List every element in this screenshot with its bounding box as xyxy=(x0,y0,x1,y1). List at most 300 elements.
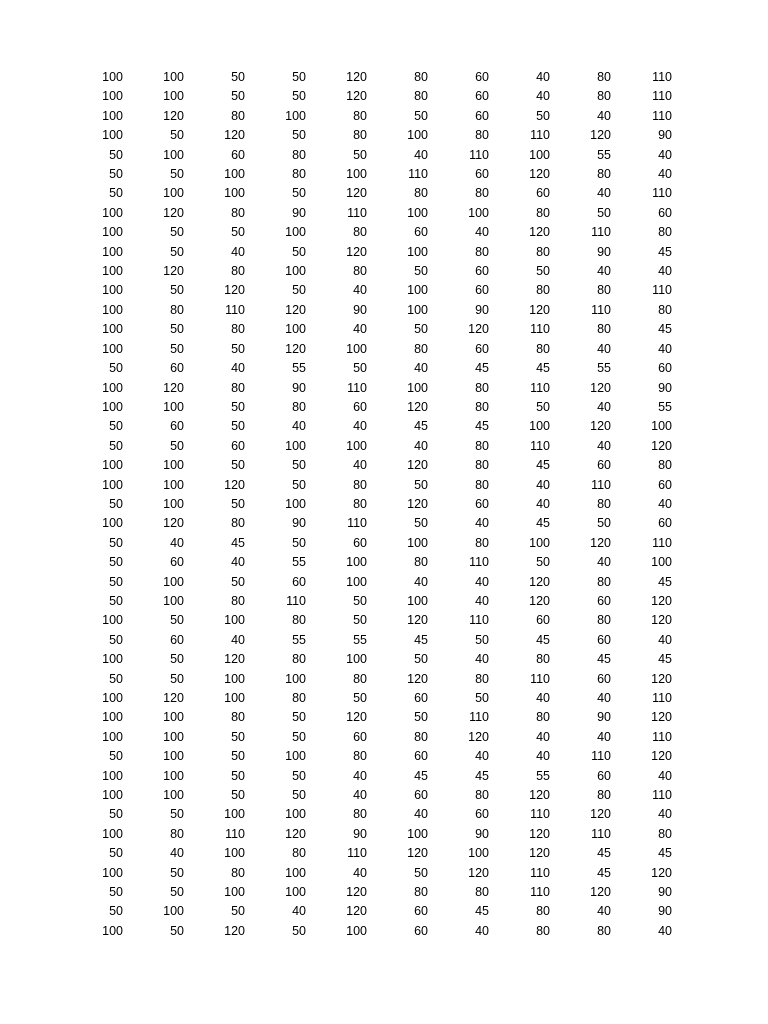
table-cell: 50 xyxy=(536,108,550,123)
table-cell: 40 xyxy=(536,89,550,104)
table-cell: 40 xyxy=(231,361,245,376)
table-row xyxy=(62,728,672,747)
table-cell: 50 xyxy=(231,225,245,240)
table-row xyxy=(62,68,672,87)
table-cell: 50 xyxy=(170,225,184,240)
table-cell: 100 xyxy=(529,419,550,434)
table-cell: 40 xyxy=(658,496,672,511)
table-cell: 40 xyxy=(597,341,611,356)
table-cell: 60 xyxy=(231,438,245,453)
table-cell: 100 xyxy=(102,710,123,725)
table-cell: 80 xyxy=(353,496,367,511)
table-cell: 50 xyxy=(292,70,306,84)
table-cell: 80 xyxy=(475,788,489,803)
table-cell: 80 xyxy=(292,652,306,667)
table-cell: 80 xyxy=(597,70,611,84)
table-cell: 60 xyxy=(475,807,489,822)
table-row xyxy=(62,320,672,339)
table-row xyxy=(62,592,672,611)
table-cell: 110 xyxy=(469,555,489,570)
table-cell: 120 xyxy=(590,380,611,395)
table-row xyxy=(62,87,672,106)
table-cell: 120 xyxy=(346,186,367,201)
table-cell: 100 xyxy=(224,167,245,182)
table-cell: 80 xyxy=(414,885,428,900)
table-row xyxy=(62,902,672,921)
table-cell: 50 xyxy=(231,729,245,744)
table-cell: 110 xyxy=(652,89,672,104)
table-cell: 50 xyxy=(170,885,184,900)
table-cell: 100 xyxy=(102,89,123,104)
table-cell: 110 xyxy=(469,147,489,162)
table-cell: 60 xyxy=(353,729,367,744)
table-cell: 50 xyxy=(597,516,611,531)
table-cell: 40 xyxy=(475,574,489,589)
table-cell: 60 xyxy=(597,671,611,686)
table-cell: 120 xyxy=(651,593,672,608)
table-cell: 110 xyxy=(652,788,672,803)
table-cell: 110 xyxy=(591,749,611,764)
table-cell: 100 xyxy=(102,283,123,298)
table-cell: 80 xyxy=(353,807,367,822)
table-row xyxy=(62,359,672,378)
table-cell: 80 xyxy=(231,264,245,279)
table-row xyxy=(62,398,672,417)
table-cell: 50 xyxy=(109,671,123,686)
table-cell: 100 xyxy=(346,341,367,356)
table-cell: 50 xyxy=(109,574,123,589)
table-cell: 100 xyxy=(102,108,123,123)
table-cell: 80 xyxy=(475,671,489,686)
table-cell: 50 xyxy=(597,205,611,220)
table-cell: 50 xyxy=(231,574,245,589)
table-cell: 100 xyxy=(163,749,184,764)
table-cell: 120 xyxy=(285,826,306,841)
table-cell: 120 xyxy=(407,846,428,861)
table-cell: 100 xyxy=(407,128,428,143)
table-row xyxy=(62,805,672,824)
table-cell: 40 xyxy=(353,768,367,783)
table-cell: 100 xyxy=(224,613,245,628)
table-cell: 100 xyxy=(102,322,123,337)
table-cell: 55 xyxy=(536,768,550,783)
table-cell: 120 xyxy=(407,458,428,473)
table-cell: 40 xyxy=(475,749,489,764)
table-cell: 80 xyxy=(353,749,367,764)
table-cell: 50 xyxy=(414,477,428,492)
table-row xyxy=(62,146,672,165)
table-cell: 100 xyxy=(407,283,428,298)
table-cell: 50 xyxy=(414,516,428,531)
table-cell: 90 xyxy=(353,826,367,841)
table-cell: 40 xyxy=(536,691,550,705)
table-cell: 60 xyxy=(170,555,184,570)
table-cell: 50 xyxy=(231,458,245,473)
table-cell: 55 xyxy=(597,147,611,162)
table-cell: 60 xyxy=(414,788,428,803)
table-cell: 120 xyxy=(163,516,184,531)
table-row xyxy=(62,184,672,203)
table-cell: 60 xyxy=(475,341,489,356)
table-cell: 120 xyxy=(163,205,184,220)
table-cell: 50 xyxy=(353,361,367,376)
table-cell: 60 xyxy=(414,225,428,240)
table-cell: 120 xyxy=(285,341,306,356)
table-cell: 120 xyxy=(468,322,489,337)
table-cell: 50 xyxy=(292,729,306,744)
table-row xyxy=(62,476,672,495)
table-cell: 45 xyxy=(414,419,428,434)
table-cell: 60 xyxy=(353,535,367,550)
table-row xyxy=(62,204,672,223)
table-cell: 40 xyxy=(536,496,550,511)
table-cell: 80 xyxy=(597,574,611,589)
table-row xyxy=(62,379,672,398)
table-cell: 110 xyxy=(530,322,550,337)
table-cell: 100 xyxy=(468,205,489,220)
table-cell: 50 xyxy=(109,419,123,434)
table-cell: 50 xyxy=(109,167,123,182)
table-cell: 80 xyxy=(414,89,428,104)
table-cell: 110 xyxy=(347,205,367,220)
table-cell: 120 xyxy=(590,535,611,550)
table-cell: 100 xyxy=(102,729,123,744)
table-cell: 80 xyxy=(475,477,489,492)
table-cell: 40 xyxy=(231,244,245,259)
table-cell: 80 xyxy=(597,923,611,938)
table-cell: 45 xyxy=(475,419,489,434)
table-cell: 50 xyxy=(536,399,550,414)
table-cell: 60 xyxy=(475,70,489,84)
table-cell: 45 xyxy=(658,322,672,337)
table-cell: 40 xyxy=(597,691,611,705)
table-row xyxy=(62,262,672,281)
table-cell: 80 xyxy=(231,516,245,531)
table-cell: 50 xyxy=(109,807,123,822)
table-cell: 40 xyxy=(658,923,672,938)
table-cell: 100 xyxy=(285,438,306,453)
table-cell: 110 xyxy=(469,613,489,628)
table-cell: 120 xyxy=(407,613,428,628)
table-cell: 60 xyxy=(414,691,428,705)
table-cell: 120 xyxy=(590,419,611,434)
table-cell: 40 xyxy=(536,70,550,84)
table-cell: 110 xyxy=(530,671,550,686)
table-cell: 50 xyxy=(353,613,367,628)
table-cell: 40 xyxy=(597,555,611,570)
table-cell: 50 xyxy=(109,438,123,453)
table-cell: 100 xyxy=(102,613,123,628)
table-cell: 60 xyxy=(597,593,611,608)
table-cell: 50 xyxy=(170,865,184,880)
table-cell: 45 xyxy=(414,768,428,783)
table-cell: 110 xyxy=(652,691,672,705)
table-row xyxy=(62,650,672,669)
number-table xyxy=(62,68,672,941)
table-cell: 80 xyxy=(414,729,428,744)
table-cell: 100 xyxy=(163,904,184,919)
table-cell: 50 xyxy=(292,128,306,143)
table-cell: 60 xyxy=(475,283,489,298)
table-cell: 40 xyxy=(597,904,611,919)
table-cell: 60 xyxy=(475,89,489,104)
table-cell: 50 xyxy=(353,593,367,608)
table-cell: 50 xyxy=(109,535,123,550)
table-cell: 100 xyxy=(651,555,672,570)
table-cell: 100 xyxy=(102,923,123,938)
table-cell: 60 xyxy=(414,923,428,938)
table-cell: 110 xyxy=(652,70,672,84)
table-row xyxy=(62,243,672,262)
table-cell: 120 xyxy=(224,128,245,143)
table-row xyxy=(62,786,672,805)
table-cell: 120 xyxy=(224,923,245,938)
table-row xyxy=(62,223,672,242)
table-cell: 45 xyxy=(658,574,672,589)
table-cell: 120 xyxy=(590,807,611,822)
table-row xyxy=(62,631,672,650)
table-cell: 50 xyxy=(109,593,123,608)
table-cell: 45 xyxy=(597,865,611,880)
table-cell: 80 xyxy=(658,458,672,473)
table-cell: 80 xyxy=(353,264,367,279)
table-cell: 40 xyxy=(658,167,672,182)
table-cell: 45 xyxy=(536,516,550,531)
table-cell: 80 xyxy=(597,167,611,182)
table-cell: 50 xyxy=(231,749,245,764)
table-cell: 40 xyxy=(414,574,428,589)
table-cell: 50 xyxy=(170,671,184,686)
table-cell: 50 xyxy=(475,691,489,705)
table-cell: 50 xyxy=(231,768,245,783)
table-cell: 50 xyxy=(170,613,184,628)
table-cell: 90 xyxy=(353,302,367,317)
table-cell: 120 xyxy=(529,225,550,240)
table-cell: 100 xyxy=(346,652,367,667)
table-cell: 100 xyxy=(163,147,184,162)
table-cell: 100 xyxy=(224,846,245,861)
table-cell: 80 xyxy=(170,826,184,841)
table-row xyxy=(62,670,672,689)
table-cell: 40 xyxy=(658,147,672,162)
table-row xyxy=(62,767,672,786)
table-cell: 80 xyxy=(475,885,489,900)
table-cell: 40 xyxy=(658,632,672,647)
table-cell: 120 xyxy=(651,438,672,453)
table-cell: 50 xyxy=(414,264,428,279)
table-cell: 60 xyxy=(658,477,672,492)
table-cell: 50 xyxy=(231,904,245,919)
table-cell: 120 xyxy=(224,477,245,492)
table-cell: 120 xyxy=(346,244,367,259)
table-cell: 60 xyxy=(170,632,184,647)
table-cell: 100 xyxy=(346,574,367,589)
table-cell: 110 xyxy=(347,516,367,531)
table-cell: 120 xyxy=(529,788,550,803)
table-cell: 40 xyxy=(414,361,428,376)
table-cell: 40 xyxy=(597,399,611,414)
table-cell: 80 xyxy=(475,458,489,473)
table-cell: 50 xyxy=(109,496,123,511)
table-cell: 80 xyxy=(292,613,306,628)
table-cell: 80 xyxy=(475,128,489,143)
table-cell: 100 xyxy=(346,167,367,182)
table-cell: 110 xyxy=(286,593,306,608)
table-cell: 40 xyxy=(475,225,489,240)
table-cell: 80 xyxy=(292,167,306,182)
table-cell: 80 xyxy=(475,186,489,201)
table-body xyxy=(62,68,672,941)
table-cell: 40 xyxy=(597,186,611,201)
table-cell: 120 xyxy=(651,613,672,628)
table-cell: 100 xyxy=(102,264,123,279)
table-cell: 120 xyxy=(346,710,367,725)
table-cell: 120 xyxy=(651,865,672,880)
table-cell: 50 xyxy=(292,768,306,783)
table-cell: 100 xyxy=(346,438,367,453)
table-cell: 100 xyxy=(102,652,123,667)
table-cell: 120 xyxy=(346,89,367,104)
table-cell: 50 xyxy=(414,652,428,667)
table-cell: 50 xyxy=(414,108,428,123)
table-cell: 100 xyxy=(285,264,306,279)
table-cell: 80 xyxy=(170,302,184,317)
table-cell: 50 xyxy=(292,477,306,492)
table-cell: 80 xyxy=(536,904,550,919)
table-row xyxy=(62,340,672,359)
table-cell: 45 xyxy=(475,768,489,783)
table-cell: 50 xyxy=(109,361,123,376)
table-cell: 120 xyxy=(407,496,428,511)
table-cell: 80 xyxy=(353,108,367,123)
table-row xyxy=(62,281,672,300)
table-cell: 40 xyxy=(353,322,367,337)
table-cell: 100 xyxy=(407,380,428,395)
table-cell: 50 xyxy=(109,555,123,570)
table-cell: 100 xyxy=(163,399,184,414)
table-cell: 50 xyxy=(292,186,306,201)
table-cell: 40 xyxy=(292,904,306,919)
table-cell: 110 xyxy=(530,807,550,822)
table-cell: 80 xyxy=(475,244,489,259)
table-cell: 80 xyxy=(292,147,306,162)
table-cell: 50 xyxy=(170,652,184,667)
table-cell: 100 xyxy=(224,186,245,201)
table-cell: 110 xyxy=(530,865,550,880)
table-cell: 80 xyxy=(536,341,550,356)
table-cell: 60 xyxy=(475,167,489,182)
table-cell: 50 xyxy=(170,128,184,143)
table-cell: 120 xyxy=(163,691,184,705)
table-cell: 40 xyxy=(353,458,367,473)
table-cell: 45 xyxy=(536,361,550,376)
table-cell: 100 xyxy=(102,768,123,783)
table-cell: 60 xyxy=(414,904,428,919)
table-cell: 80 xyxy=(353,671,367,686)
table-cell: 100 xyxy=(285,749,306,764)
table-row xyxy=(62,126,672,145)
table-cell: 50 xyxy=(170,341,184,356)
table-cell: 110 xyxy=(591,826,611,841)
table-cell: 110 xyxy=(652,729,672,744)
table-cell: 50 xyxy=(109,147,123,162)
table-cell: 80 xyxy=(597,89,611,104)
table-cell: 100 xyxy=(285,108,306,123)
table-cell: 100 xyxy=(102,865,123,880)
table-cell: 100 xyxy=(163,710,184,725)
table-cell: 45 xyxy=(475,361,489,376)
table-cell: 100 xyxy=(163,458,184,473)
table-row xyxy=(62,747,672,766)
table-cell: 40 xyxy=(536,729,550,744)
table-cell: 45 xyxy=(658,846,672,861)
table-cell: 110 xyxy=(591,225,611,240)
table-cell: 60 xyxy=(597,458,611,473)
table-cell: 110 xyxy=(652,535,672,550)
table-cell: 100 xyxy=(285,496,306,511)
table-cell: 45 xyxy=(536,632,550,647)
table-cell: 100 xyxy=(102,788,123,803)
table-cell: 110 xyxy=(530,438,550,453)
table-cell: 40 xyxy=(475,593,489,608)
table-cell: 90 xyxy=(475,826,489,841)
table-cell: 55 xyxy=(658,399,672,414)
table-cell: 120 xyxy=(590,128,611,143)
table-cell: 40 xyxy=(353,865,367,880)
table-cell: 100 xyxy=(224,807,245,822)
table-cell: 90 xyxy=(658,380,672,395)
table-cell: 80 xyxy=(597,283,611,298)
table-cell: 120 xyxy=(529,846,550,861)
table-row xyxy=(62,107,672,126)
table-cell: 80 xyxy=(536,244,550,259)
table-cell: 40 xyxy=(353,788,367,803)
table-cell: 50 xyxy=(353,691,367,705)
table-cell: 60 xyxy=(292,574,306,589)
table-row xyxy=(62,708,672,727)
table-cell: 120 xyxy=(529,593,550,608)
table-cell: 40 xyxy=(658,264,672,279)
table-cell: 120 xyxy=(651,671,672,686)
table-cell: 80 xyxy=(658,302,672,317)
table-row xyxy=(62,495,672,514)
table-cell: 50 xyxy=(170,167,184,182)
table-row xyxy=(62,922,672,941)
table-cell: 50 xyxy=(231,419,245,434)
table-row xyxy=(62,417,672,436)
table-cell: 80 xyxy=(536,710,550,725)
table-cell: 100 xyxy=(529,147,550,162)
table-cell: 110 xyxy=(408,167,428,182)
table-cell: 90 xyxy=(597,244,611,259)
table-cell: 55 xyxy=(597,361,611,376)
table-cell: 100 xyxy=(285,225,306,240)
table-cell: 100 xyxy=(102,225,123,240)
table-cell: 110 xyxy=(530,380,550,395)
table-cell: 40 xyxy=(658,768,672,783)
table-cell: 40 xyxy=(292,419,306,434)
table-cell: 100 xyxy=(102,477,123,492)
table-cell: 100 xyxy=(407,205,428,220)
table-cell: 40 xyxy=(536,477,550,492)
table-cell: 40 xyxy=(231,555,245,570)
table-cell: 100 xyxy=(285,807,306,822)
table-cell: 40 xyxy=(231,632,245,647)
table-cell: 80 xyxy=(231,710,245,725)
table-cell: 40 xyxy=(475,516,489,531)
table-cell: 100 xyxy=(346,555,367,570)
table-cell: 110 xyxy=(530,128,550,143)
